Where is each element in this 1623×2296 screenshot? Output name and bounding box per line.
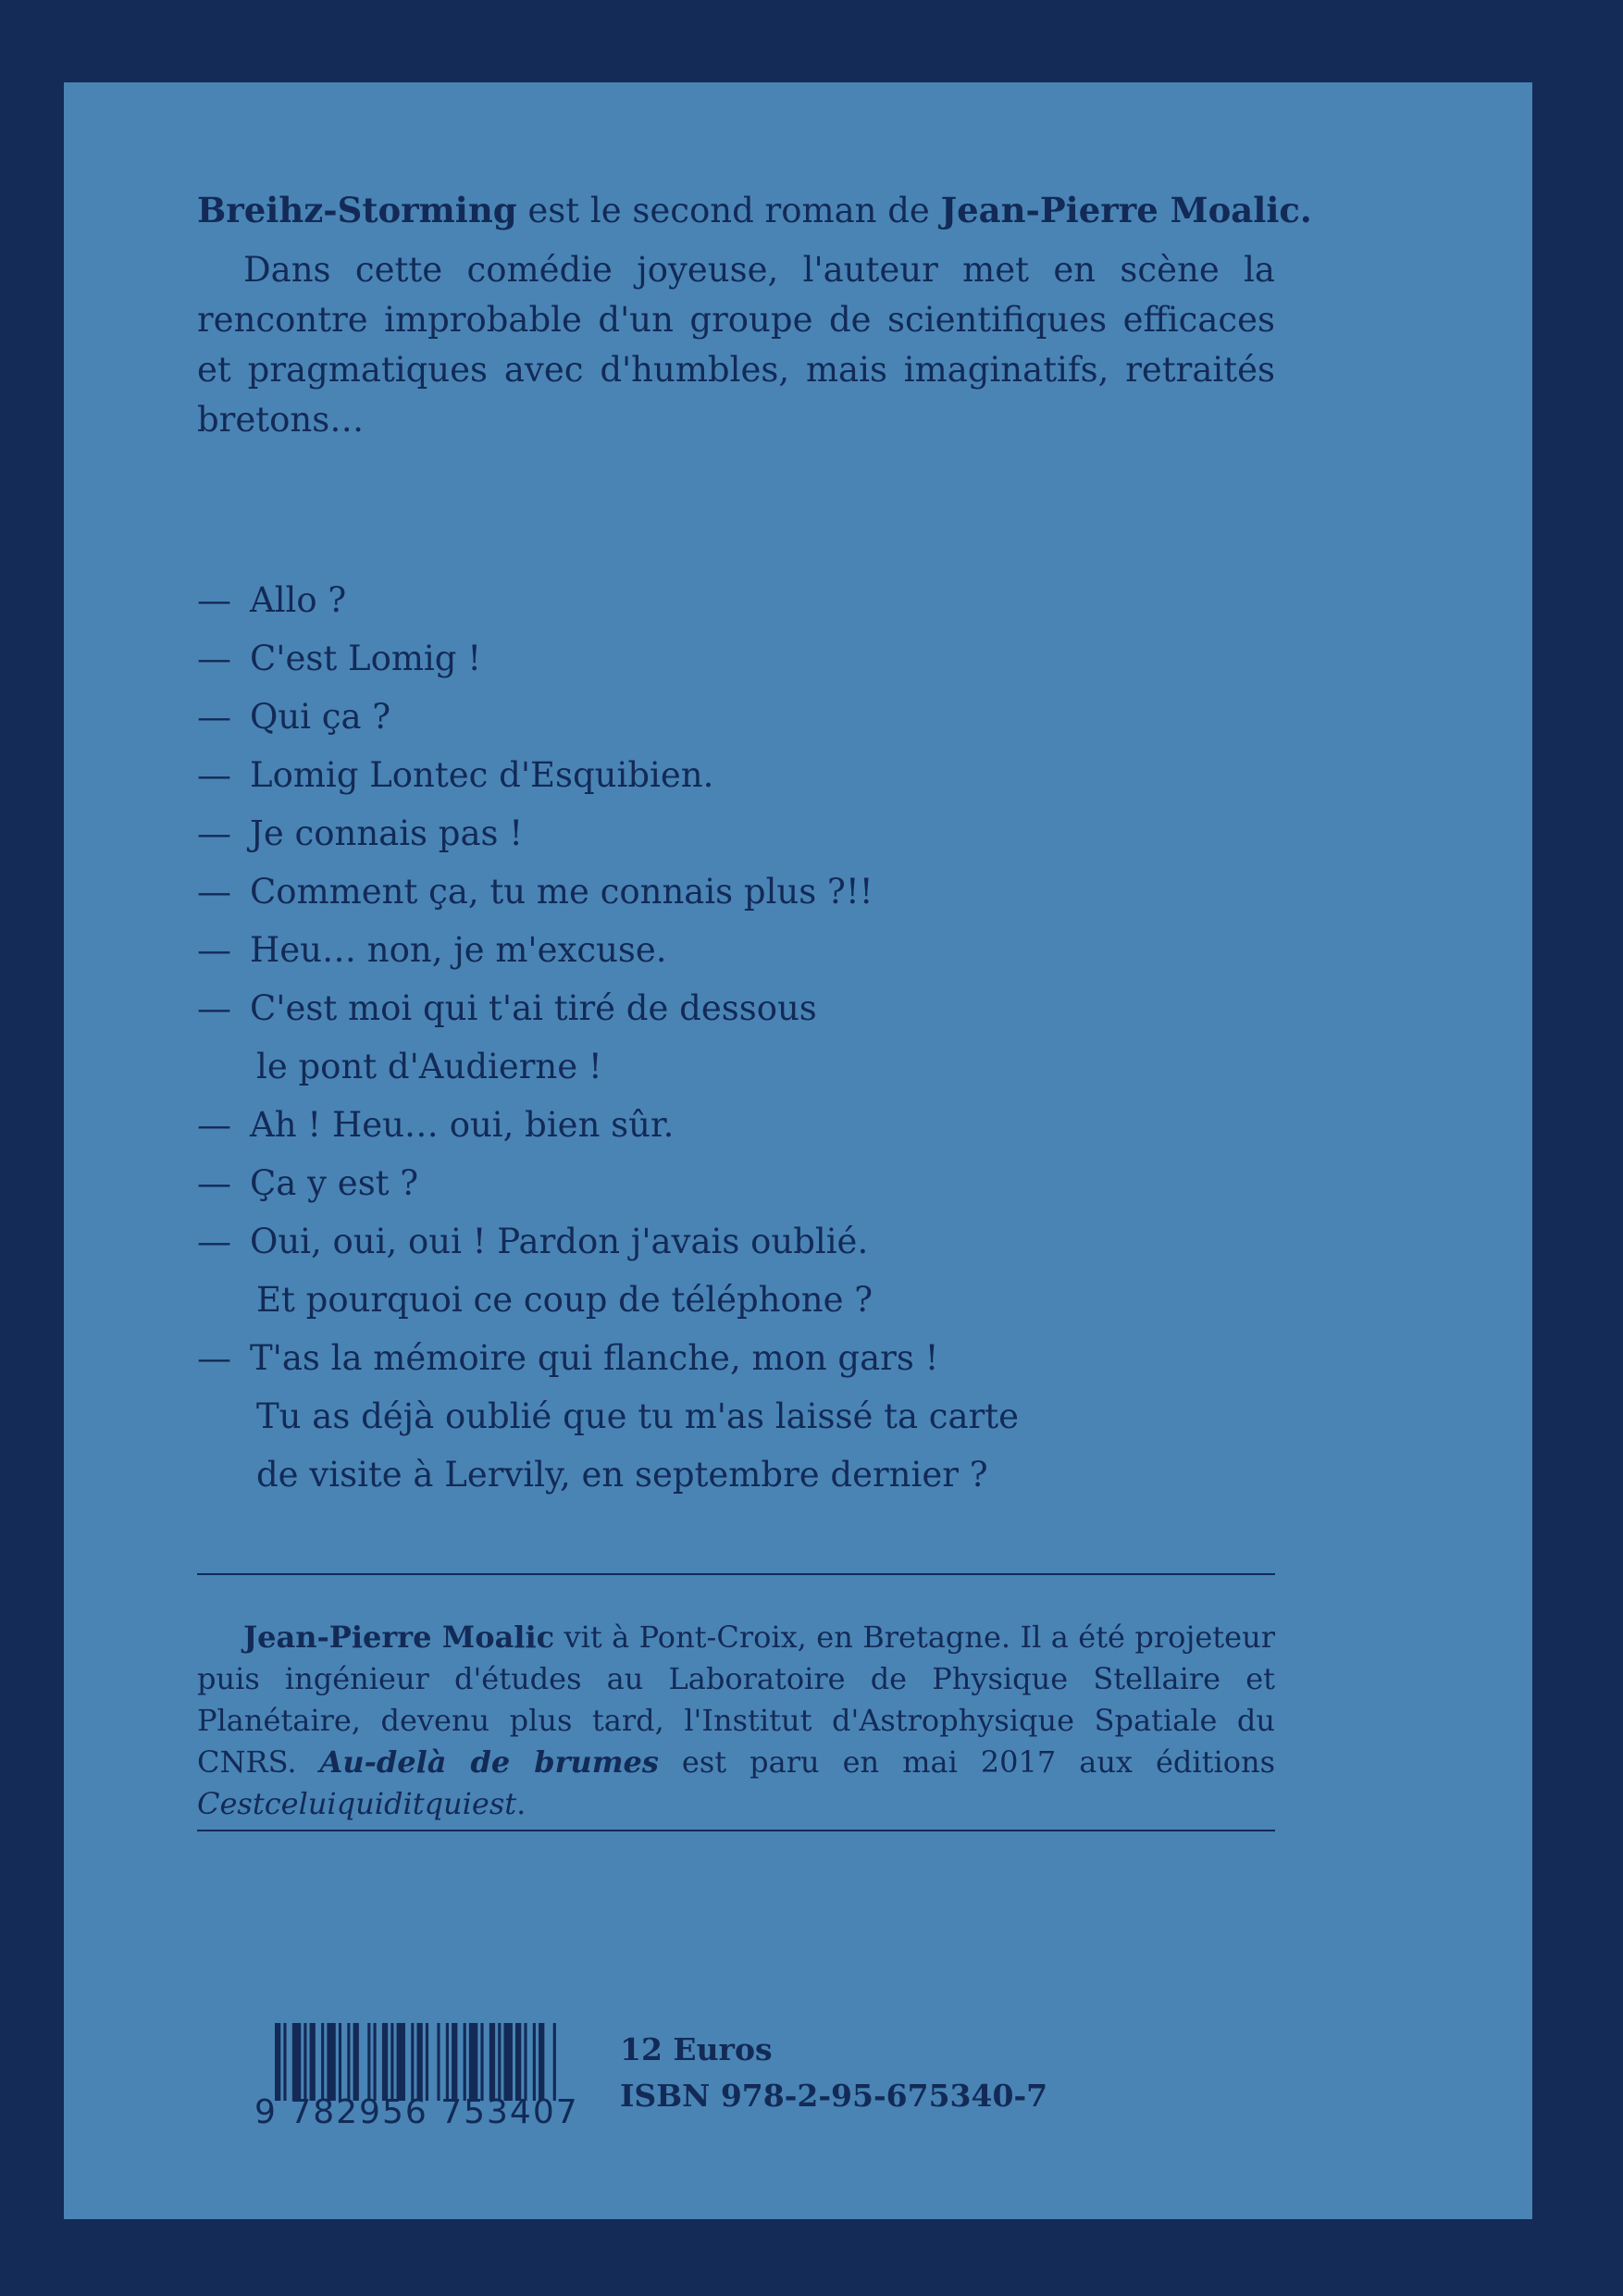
- dialogue-text: Allo ?: [250, 580, 347, 620]
- barcode-bars: [275, 2023, 559, 2101]
- dialogue-text: Qui ça ?: [250, 697, 391, 737]
- barcode: [254, 2023, 579, 2132]
- bio-publisher: Cestceluiquiditquiest: [197, 1786, 517, 1821]
- dialogue-text: Ça y est ?: [250, 1163, 419, 1203]
- dialogue-line: [197, 924, 1275, 976]
- barcode-bar: [489, 2023, 495, 2101]
- em-dash: —: [197, 1222, 231, 1261]
- dialogue-text: le pont d'Audierne !: [256, 1047, 602, 1086]
- barcode-bar: [539, 2023, 544, 2101]
- dialogue-excerpt: [197, 574, 1275, 1507]
- barcode-digits: 9 782956 753407: [254, 2093, 579, 2131]
- price: 12 Euros: [620, 2031, 773, 2067]
- dialogue-text: Et pourquoi ce coup de téléphone ?: [256, 1280, 873, 1320]
- barcode-bar: [292, 2023, 301, 2101]
- barcode-bar: [553, 2023, 556, 2101]
- barcode-bar: [390, 2023, 393, 2101]
- barcode-bar: [310, 2023, 316, 2101]
- bio-text-2: est paru en mai 2017 aux éditions: [658, 1744, 1276, 1780]
- em-dash: —: [197, 755, 231, 795]
- em-dash: —: [197, 872, 231, 912]
- em-dash: —: [197, 1163, 231, 1203]
- barcode-bar: [353, 2023, 359, 2101]
- dialogue-line: [197, 574, 1275, 627]
- isbn: ISBN 978-2-95-675340-7: [620, 2078, 1048, 2114]
- barcode-bar: [283, 2023, 286, 2101]
- dialogue-line: [197, 632, 1275, 685]
- author-name: Jean-Pierre Moalic.: [940, 190, 1312, 230]
- dialogue-text: Heu… non, je m'excuse.: [250, 930, 667, 970]
- divider-top: [197, 1573, 1275, 1575]
- dialogue-line: [197, 982, 1275, 1093]
- dialogue-text: Ah ! Heu… oui, bien sûr.: [250, 1105, 675, 1145]
- dialogue-text: C'est Lomig !: [250, 639, 482, 678]
- barcode-bar: [397, 2023, 405, 2101]
- bio-end: .: [516, 1786, 527, 1821]
- intro-connector: est le second roman de: [516, 191, 941, 230]
- barcode-bar: [374, 2023, 377, 2101]
- dialogue-line: [197, 807, 1275, 860]
- dialogue-text: Je connais pas !: [250, 813, 524, 853]
- barcode-bar: [498, 2023, 501, 2101]
- dialogue-text: Comment ça, tu me connais plus ?!!: [250, 872, 873, 912]
- barcode-bar: [304, 2023, 306, 2101]
- dialogue-text: de visite à Lervily, en septembre dernier ?: [256, 1455, 988, 1495]
- dialogue-line: [197, 1098, 1275, 1151]
- dialogue-line: [197, 1215, 1275, 1326]
- em-dash: —: [197, 930, 231, 970]
- barcode-bar: [275, 2023, 280, 2101]
- bio-text-1: vit à Pont-Croix, en Bretagne. Il a été projeteur puis ingénieur d'études au Laboratoire de Physique Stellaire et Planétaire, devenu plus tard, l'Institut d'Astrophysique Spatiale du CNRS.: [197, 1620, 1276, 1780]
- barcode-bar: [321, 2023, 324, 2101]
- em-dash: —: [197, 639, 231, 678]
- dialogue-line: [197, 1332, 1275, 1501]
- barcode-bar: [452, 2023, 457, 2101]
- intro-headline: [197, 185, 1312, 236]
- em-dash: —: [197, 1338, 231, 1378]
- em-dash: —: [197, 697, 231, 737]
- barcode-bar: [347, 2023, 350, 2101]
- barcode-bar: [533, 2023, 536, 2101]
- barcode-bar: [469, 2023, 477, 2101]
- dialogue-text: Tu as déjà oublié que tu m'as laissé ta carte: [256, 1396, 1020, 1436]
- barcode-bar: [464, 2023, 466, 2101]
- barcode-bar: [327, 2023, 335, 2101]
- dialogue-line: [197, 749, 1275, 801]
- dialogue-text: Lomig Lontec d'Esquibien.: [250, 755, 714, 795]
- author-bio: [197, 1617, 1275, 1825]
- barcode-bar: [524, 2023, 527, 2101]
- intro-paragraph: Dans cette comédie joyeuse, l'auteur met en scène la rencontre improbable d'un groupe de scientifiques efficaces et pragmatiques avec d'humbles, mais imaginatifs, retraités bretons…: [197, 250, 1275, 440]
- barcode-bar: [382, 2023, 388, 2101]
- bio-author: Jean-Pierre Moalic: [243, 1620, 555, 1655]
- barcode-bar: [426, 2023, 428, 2101]
- barcode-bar: [339, 2023, 341, 2101]
- em-dash: —: [197, 813, 231, 853]
- divider-bottom: [197, 1830, 1275, 1831]
- em-dash: —: [197, 988, 231, 1028]
- price-block: [620, 2027, 1047, 2119]
- barcode-bar: [437, 2023, 440, 2101]
- dialogue-line: [197, 690, 1275, 743]
- dialogue-text: T'as la mémoire qui flanche, mon gars !: [250, 1338, 939, 1378]
- dialogue-line: [197, 1157, 1275, 1210]
- barcode-bar: [367, 2023, 370, 2101]
- bio-book-title: Au-delà de brumes: [319, 1744, 659, 1780]
- barcode-bar: [417, 2023, 423, 2101]
- barcode-bar: [411, 2023, 414, 2101]
- barcode-bar: [515, 2023, 521, 2101]
- em-dash: —: [197, 1105, 231, 1145]
- dialogue-text: Oui, oui, oui ! Pardon j'avais oublié.: [250, 1222, 869, 1261]
- barcode-bar: [480, 2023, 483, 2101]
- dialogue-line: [197, 865, 1275, 918]
- dialogue-text: C'est moi qui t'ai tiré de dessous: [250, 988, 817, 1028]
- barcode-bar: [446, 2023, 449, 2101]
- intro-section: [197, 185, 1312, 445]
- barcode-bar: [503, 2023, 512, 2101]
- book-title: Breihz-Storming: [197, 190, 517, 230]
- em-dash: —: [197, 580, 231, 620]
